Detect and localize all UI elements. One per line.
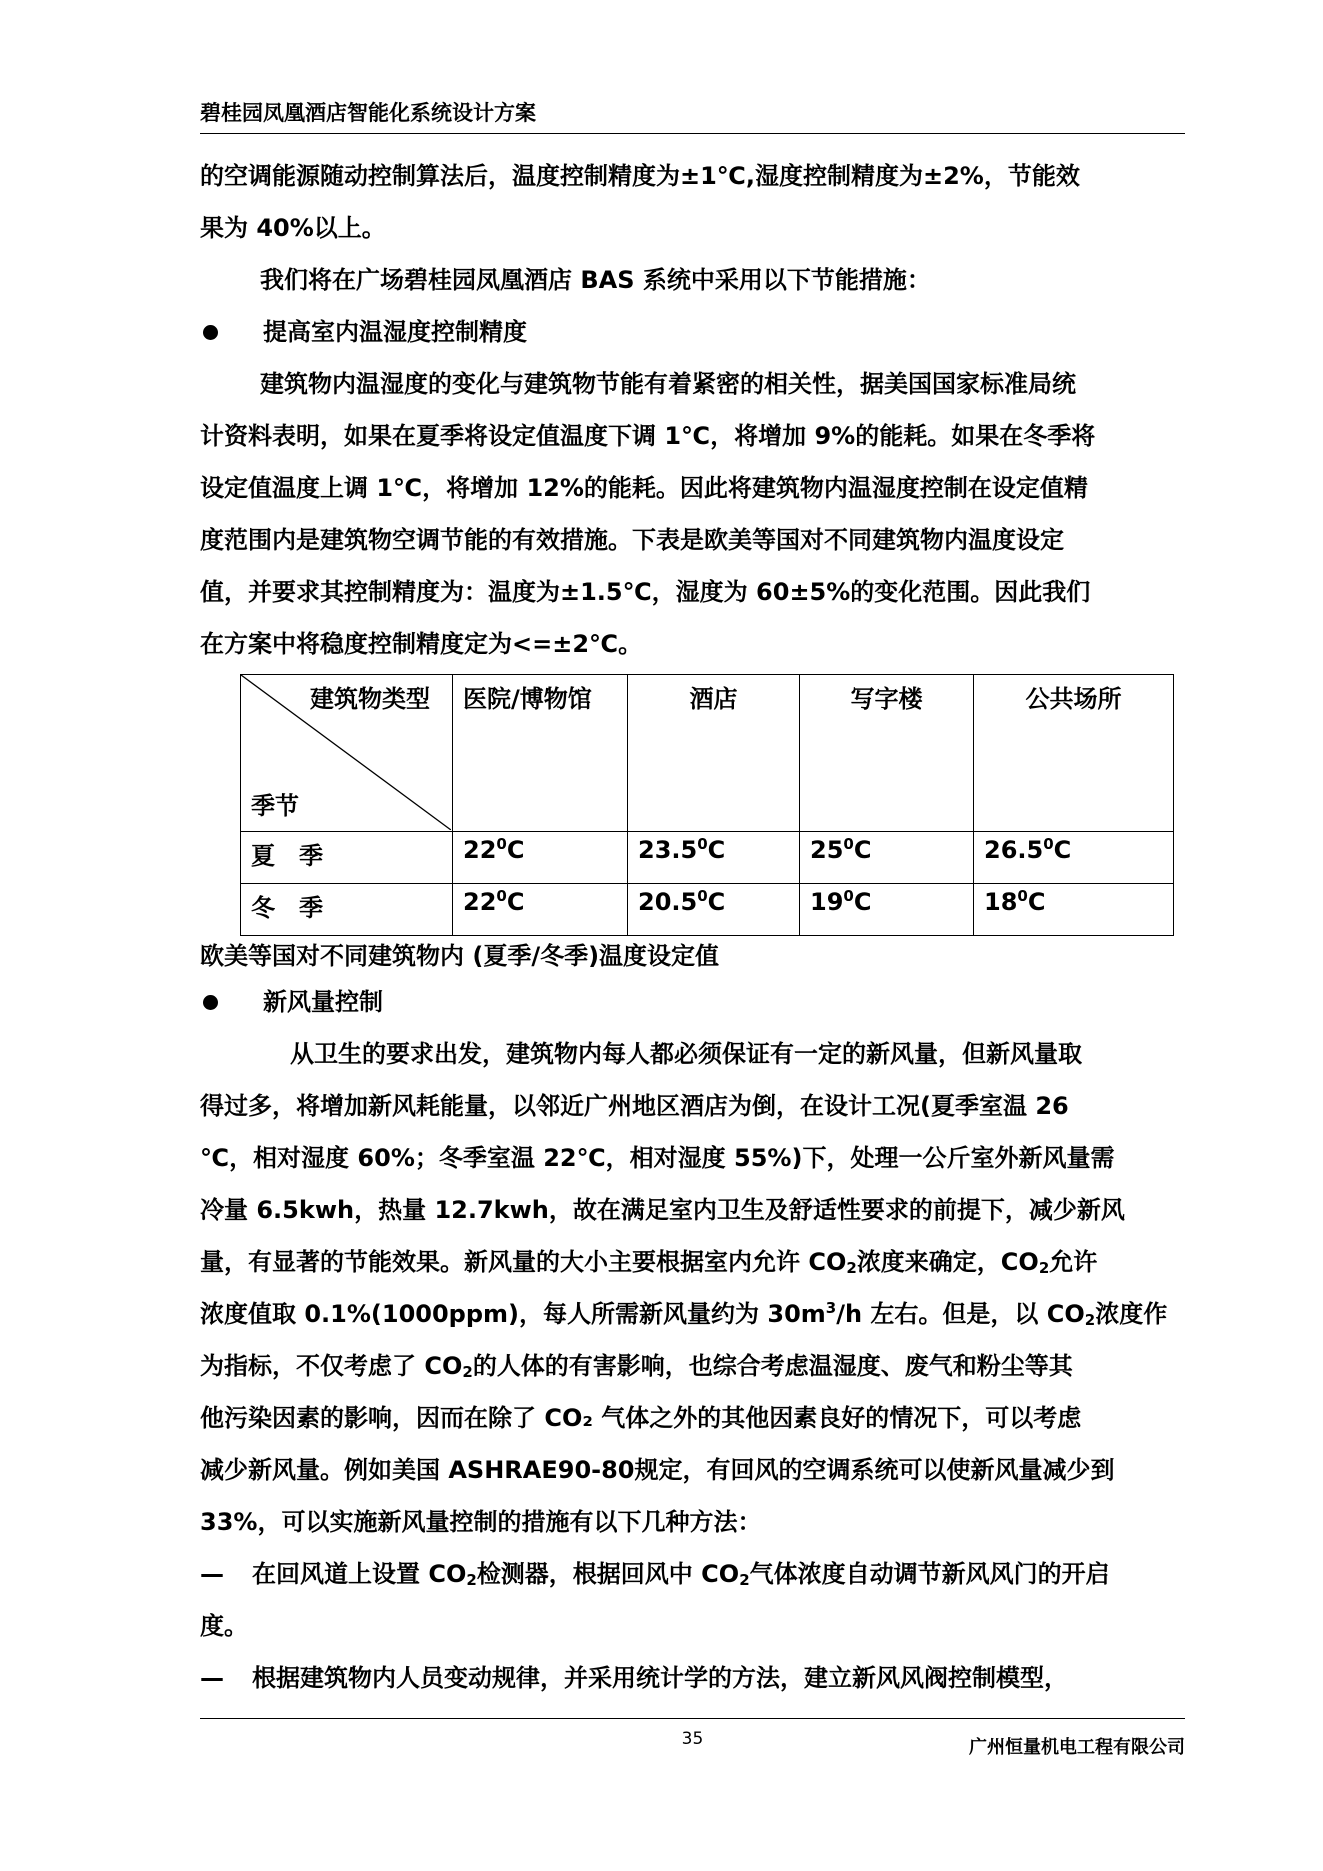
page-content — [200, 150, 1185, 1704]
corner-label-building-type: 建筑物类型 — [310, 685, 430, 713]
table-row — [241, 884, 1174, 936]
table-cell: 26.5$^0$C — [974, 832, 1174, 884]
company-name: 广州恒量机电工程有限公司 — [969, 1737, 1185, 1758]
table-row — [241, 832, 1174, 884]
paragraph-line: 值，并要求其控制精度为：温度为±1.5℃，湿度为 60±5%的变化范围。因此我们 — [200, 578, 1091, 606]
bullet-text: 提高室内温湿度控制精度 — [263, 318, 527, 346]
row-label-season: 冬 季 — [241, 884, 453, 936]
bullet-item-temperature — [200, 306, 1185, 358]
paragraph-line: 33%，可以实施新风量控制的措施有以下几种方法： — [200, 1508, 762, 1536]
row-label-season: 夏 季 — [241, 832, 453, 884]
paragraph-line: 果为 40%以上。 — [200, 214, 386, 242]
dash-marker: — — [200, 1664, 224, 1692]
paragraph-line: 减少新风量。例如美国 ASHRAE90-80规定，有回风的空调系统可以使新风量减少到 — [200, 1456, 1115, 1484]
table-cell: $22^0C$ — [453, 884, 628, 936]
paragraph-line: 浓度值取 0.1%(1000ppm)，每人所需新风量约为 $30m^3/h$ 左右。但是，以 $CO_2$浓度作 — [200, 1299, 1168, 1329]
table-caption: 欧美等国对不同建筑物内 (夏季/冬季)温度设定值 — [200, 942, 720, 970]
paragraph-line: 我们将在广场碧桂园凤凰酒店 BAS 系统中采用以下节能措施： — [260, 266, 931, 294]
paragraph-line: 在方案中将稳度控制精度定为<=±2℃。 — [200, 630, 643, 658]
temperature-table — [240, 674, 1174, 936]
paragraph-line: 度。 — [200, 1612, 248, 1640]
paragraph-line: 他污染因素的影响，因而在除了 CO₂ 气体之外的其他因素良好的情况下，可以考虑 — [200, 1404, 1082, 1432]
table-header-cell: 公共场所 — [974, 675, 1174, 832]
table-cell: $25^0C$ — [800, 832, 974, 884]
table-header-cell: 写字楼 — [800, 675, 974, 832]
table-cell: $18^0C$ — [974, 884, 1174, 936]
paragraph-line: 的空调能源随动控制算法后，温度控制精度为±1℃,湿度控制精度为±2%，节能效 — [200, 162, 1080, 190]
corner-label-season: 季节 — [251, 792, 299, 820]
table-header-cell: 酒店 — [628, 675, 800, 832]
table-header-cell: 医院/博物馆 — [453, 675, 628, 832]
table-corner-cell — [241, 675, 453, 832]
page-header — [200, 95, 1185, 134]
bullet-text: 新风量控制 — [263, 988, 383, 1016]
method-item: — 根据建筑物内人员变动规律，并采用统计学的方法，建立新风风阀控制模型， — [200, 1652, 1185, 1704]
paragraph-line: 设定值温度上调 1℃，将增加 12%的能耗。因此将建筑物内温湿度控制在设定值精 — [200, 474, 1088, 502]
table-cell: $22^0C$ — [453, 832, 628, 884]
paragraph-line: 从卫生的要求出发，建筑物内每人都必须保证有一定的新风量，但新风量取 — [290, 1040, 1082, 1068]
page-footer — [200, 1718, 1185, 1758]
table-cell: 23.5$^0$C — [628, 832, 800, 884]
paragraph-line: 得过多，将增加新风耗能量，以邻近广州地区酒店为倒，在设计工况(夏季室温 26 — [200, 1092, 1069, 1120]
document-title: 碧桂园凤凰酒店智能化系统设计方案 — [200, 101, 536, 125]
table-cell: $19^0C$ — [800, 884, 974, 936]
paragraph-line: 计资料表明，如果在夏季将设定值温度下调 1℃，将增加 9%的能耗。如果在冬季将 — [200, 422, 1096, 450]
paragraph-line: 度范围内是建筑物空调节能的有效措施。下表是欧美等国对不同建筑物内温度设定 — [200, 526, 1064, 554]
bullet-icon — [203, 325, 218, 340]
table-cell: 20.5$^0$C — [628, 884, 800, 936]
bullet-icon — [203, 995, 218, 1010]
bullet-item-fresh-air — [200, 976, 1185, 1028]
method-item: — 在回风道上设置 $CO_2$检测器，根据回风中 $CO_2$气体浓度自动调节新风风门的开启 — [200, 1548, 1185, 1600]
paragraph-line: ℃，相对湿度 60%；冬季室温 22℃，相对湿度 55%)下，处理一公斤室外新风量需 — [200, 1144, 1115, 1172]
paragraph-line: 量，有显著的节能效果。新风量的大小主要根据室内允许 $CO_2$浓度来确定，$CO_2$允许 — [200, 1248, 1098, 1277]
dash-marker: — — [200, 1560, 224, 1588]
paragraph-line: 为指标，不仅考虑了 $CO_2$的人体的有害影响，也综合考虑温湿度、废气和粉尘等其 — [200, 1352, 1073, 1381]
paragraph-line: 建筑物内温湿度的变化与建筑物节能有着紧密的相关性，据美国国家标准局统 — [260, 370, 1076, 398]
paragraph-line: 冷量 6.5kwh，热量 12.7kwh，故在满足室内卫生及舒适性要求的前提下，减少新风 — [200, 1196, 1125, 1224]
page-number: 35 — [681, 1729, 704, 1749]
